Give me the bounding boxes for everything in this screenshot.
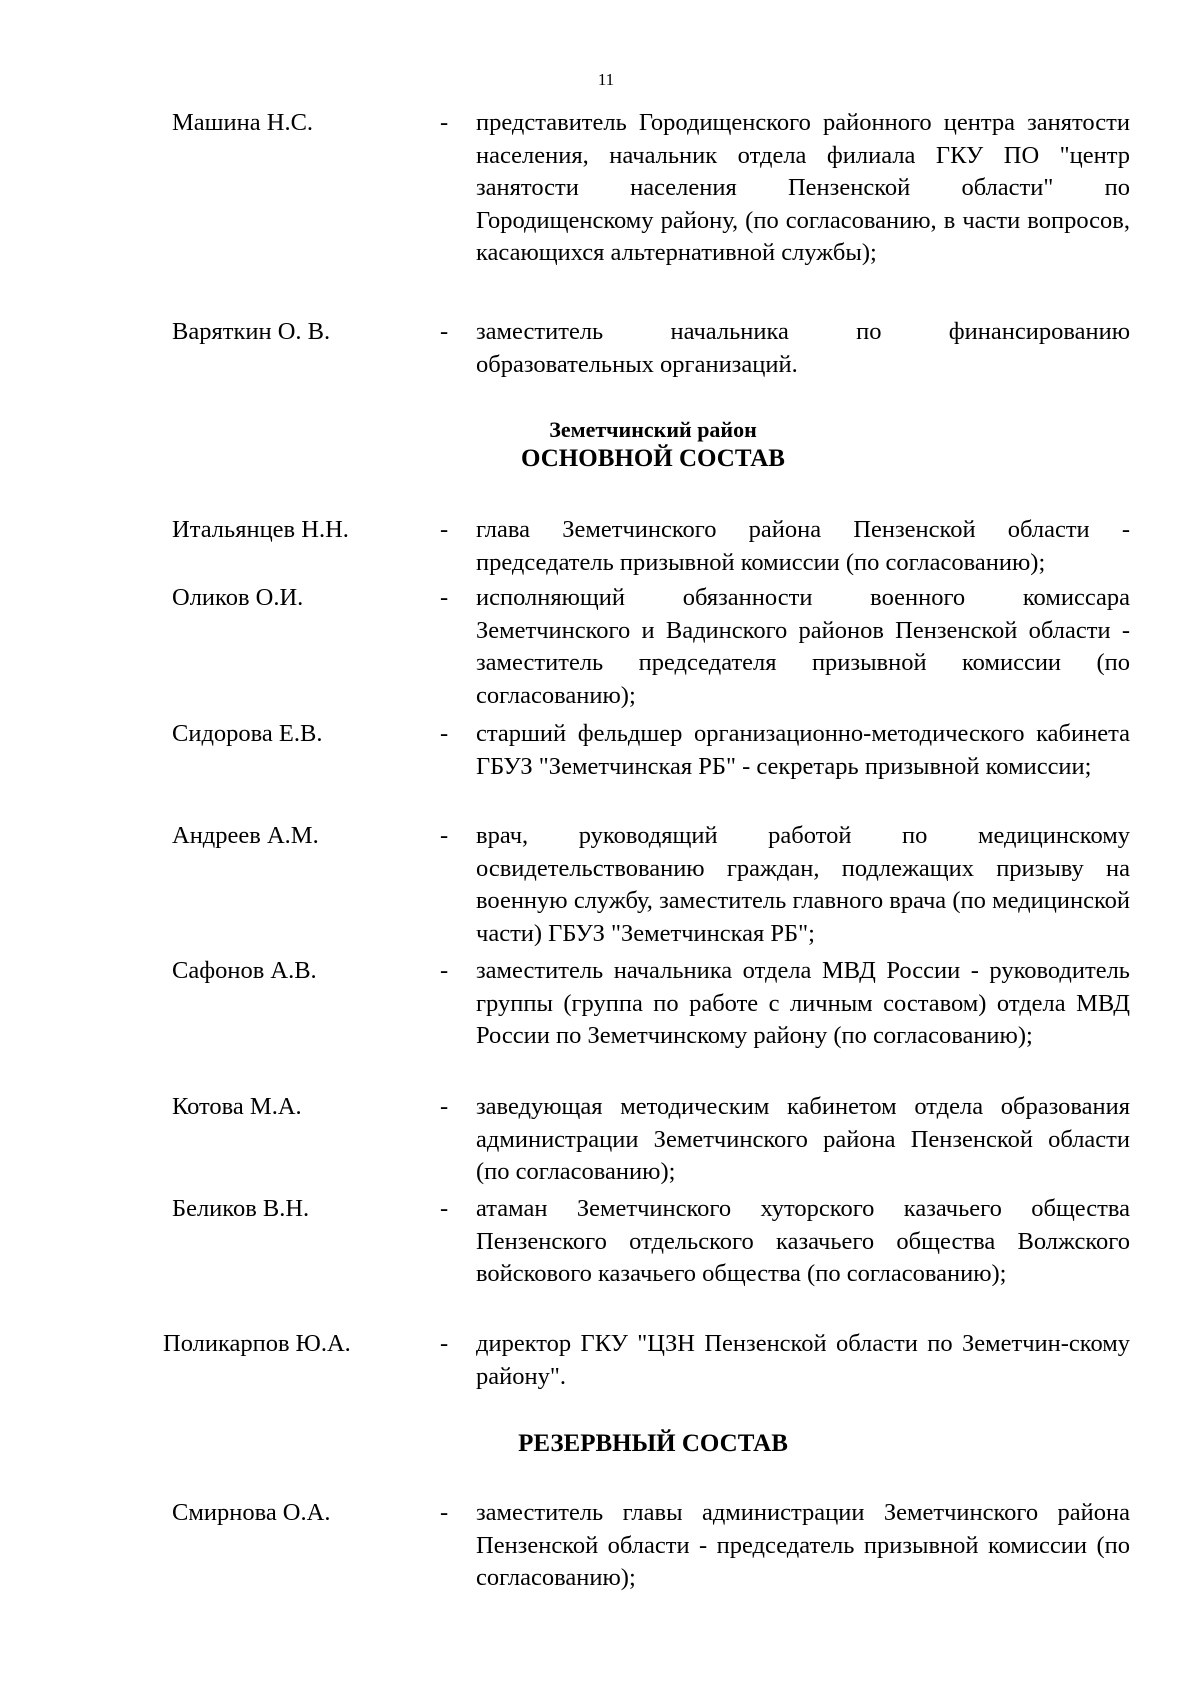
member-description: заместитель начальника по финансированию образовательных организаций. <box>476 318 1130 378</box>
dash: - <box>440 1093 449 1120</box>
dash: - <box>440 1195 449 1222</box>
member-name: Смирнова О.А. <box>172 1499 331 1526</box>
member-name: Сидорова Е.В. <box>172 720 323 747</box>
member-name: Беликов В.Н. <box>172 1195 310 1222</box>
dash: - <box>440 822 449 849</box>
member-name: Поликарпов Ю.А. <box>163 1330 351 1357</box>
member-description: представитель Городищенского районного центра занятости населения, начальник отдела филиала ГКУ ПО "центр занятости населения Пензенской области" по Городищенскому району, (по согласованию, в части вопросов, касающихся альтернативной службы); <box>476 109 1130 266</box>
member-description: врач, руководящий работой по медицинскому освидетельствованию граждан, подлежащих призыву на военную службу, заместитель главного врача (по медицинской части) ГБУЗ "Земетчинская РБ"; <box>476 822 1130 947</box>
district-title: Земетчинский район <box>549 417 757 442</box>
member-name: Оликов О.И. <box>172 584 304 611</box>
dash: - <box>440 1499 449 1526</box>
member-description: атаман Земетчинского хуторского казачьего общества Пензенского отдельского казачьего общества Волжского войскового казачьего общества (по согласованию); <box>476 1195 1130 1287</box>
member-description: старший фельдшер организационно-методического кабинета ГБУЗ "Земетчинская РБ" - секретарь призывной комиссии; <box>476 720 1130 780</box>
member-name: Сафонов А.В. <box>172 957 317 984</box>
member-name: Котова М.А. <box>172 1093 302 1120</box>
member-description: заместитель главы администрации Земетчинского района Пензенской области - председатель призывной комиссии (по согласованию); <box>476 1499 1130 1591</box>
dash: - <box>440 1330 449 1357</box>
dash: - <box>440 720 449 747</box>
member-description: директор ГКУ "ЦЗН Пензенской области по Земетчин-скому району". <box>476 1330 1130 1390</box>
dash: - <box>440 109 449 136</box>
section-title-reserve: РЕЗЕРВНЫЙ СОСТАВ <box>518 1430 788 1457</box>
member-description: глава Земетчинского района Пензенской области - председатель призывной комиссии (по согласованию); <box>476 516 1130 576</box>
dash: - <box>440 516 449 543</box>
member-description: исполняющий обязанности военного комиссара Земетчинского и Вадинского районов Пензенской области - заместитель председателя призывной комиссии (по согласованию); <box>476 584 1130 709</box>
page-number: 11 <box>597 70 615 89</box>
dash: - <box>440 957 449 984</box>
section-title-main: ОСНОВНОЙ СОСТАВ <box>521 445 785 472</box>
member-name: Итальянцев Н.Н. <box>172 516 349 543</box>
member-name: Варяткин О. В. <box>172 318 331 345</box>
dash: - <box>440 318 449 345</box>
member-name: Машина Н.С. <box>172 109 314 136</box>
member-description: заведующая методическим кабинетом отдела образования администрации Земетчинского района Пензенской области (по согласованию); <box>476 1093 1130 1185</box>
member-description: заместитель начальника отдела МВД России - руководитель группы (группа по работе с личным составом) отдела МВД России по Земетчинскому району (по согласованию); <box>476 957 1130 1049</box>
dash: - <box>440 584 449 611</box>
member-name: Андреев А.М. <box>172 822 319 849</box>
